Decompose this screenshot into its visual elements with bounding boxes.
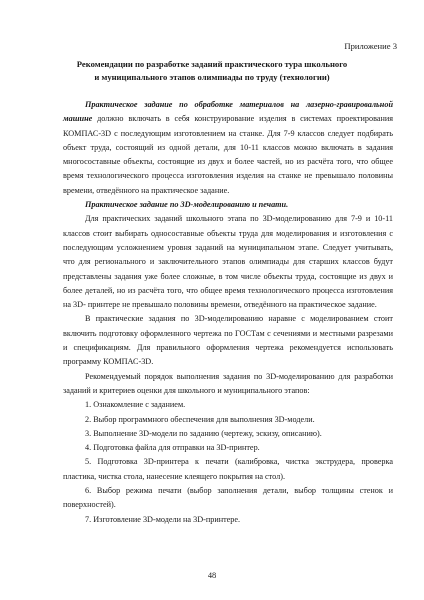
title-line-2: и муниципального этапов олимпиады по труду (технологии) <box>94 72 330 82</box>
page-title <box>60 58 364 84</box>
title-line-1: Рекомендации по разработке заданий практического тура школьного <box>76 59 348 69</box>
paragraph-3d-order: Рекомендуемый порядок выполнения задания по 3D-моделированию для разработки заданий и критериев оценки для школьного и муниципального этапов: <box>63 371 393 395</box>
laser-lead: Практическое задание по обработке материалов на лазерно-гравировальной машине <box>63 100 393 124</box>
steps-list <box>63 398 393 527</box>
appendix-label: Приложение 3 <box>344 41 397 51</box>
page-number: 48 <box>207 571 217 580</box>
document-body <box>63 98 393 527</box>
laser-text: должно включать в себя конструирование изделия в системах проектирования КОМПАС-3D с последующим изготовлением на станке. Для 7-9 классов следует подбирать объект труда, состоящий из одной детали, для 10-11 классов можно включать в задания многосоставные объекты, состоящие из двух и более частей, но из расчёта того, что общее время технологического процесса изготовления изделия на станке не превышало половины времени, отведённого на практическое задание. <box>63 114 393 195</box>
list-item: 5. Подготовка 3D-принтера к печати (калибровка, чистка экструдера, проверка пластика, чистка стола, нанесение клеящего покрытия на стол). <box>63 457 393 481</box>
list-item: 6. Выбор режима печати (выбор заполнения детали, выбор толщины стенок и поверхностей). <box>63 486 393 510</box>
list-item: 1. Ознакомление с заданием. <box>85 400 186 410</box>
list-item: 4. Подготовка файла для отправки на 3D-принтер. <box>85 443 260 453</box>
list-item: 7. Изготовление 3D-модели на 3D-принтере. <box>85 514 241 524</box>
list-item: 2. Выбор программного обеспечения для выполнения 3D-модели. <box>85 414 315 424</box>
paragraph-3d-drawing: В практические задания по 3D-моделированию наравне с моделированием стоит включить подготовку оформленного чертежа по ГОСТам с сечениями и местными разрезами и спецификациям. Для правильного оформления чертежа рекомендуется использовать программу КОМПАС-3D. <box>63 314 393 367</box>
list-item: 3. Выполнение 3D-модели по заданию (чертежу, эскизу, описанию). <box>85 428 322 438</box>
laser-paragraph <box>63 98 393 198</box>
paragraph-3d-school: Для практических заданий школьного этапа по 3D-моделированию для 7-9 и 10-11 классов стоит выбирать односоставные объекты труда для моделирования и изготовления с последующим усложнением уровня заданий на муниципальном этапе. Следует учитывать, что для регионального и заключительного этапов олимпиады для старших классов будут представлены задания уже более сложные, в том числе объекты труда, состоящие из двух и более деталей, но из расчёта того, что общее время технологического процесса изготовления на 3D- принтере не превышало половины времени, отведённого на практическое задание. <box>63 214 393 310</box>
section-heading-3d: Практическое задание по 3D-моделированию и печати. <box>85 200 289 210</box>
